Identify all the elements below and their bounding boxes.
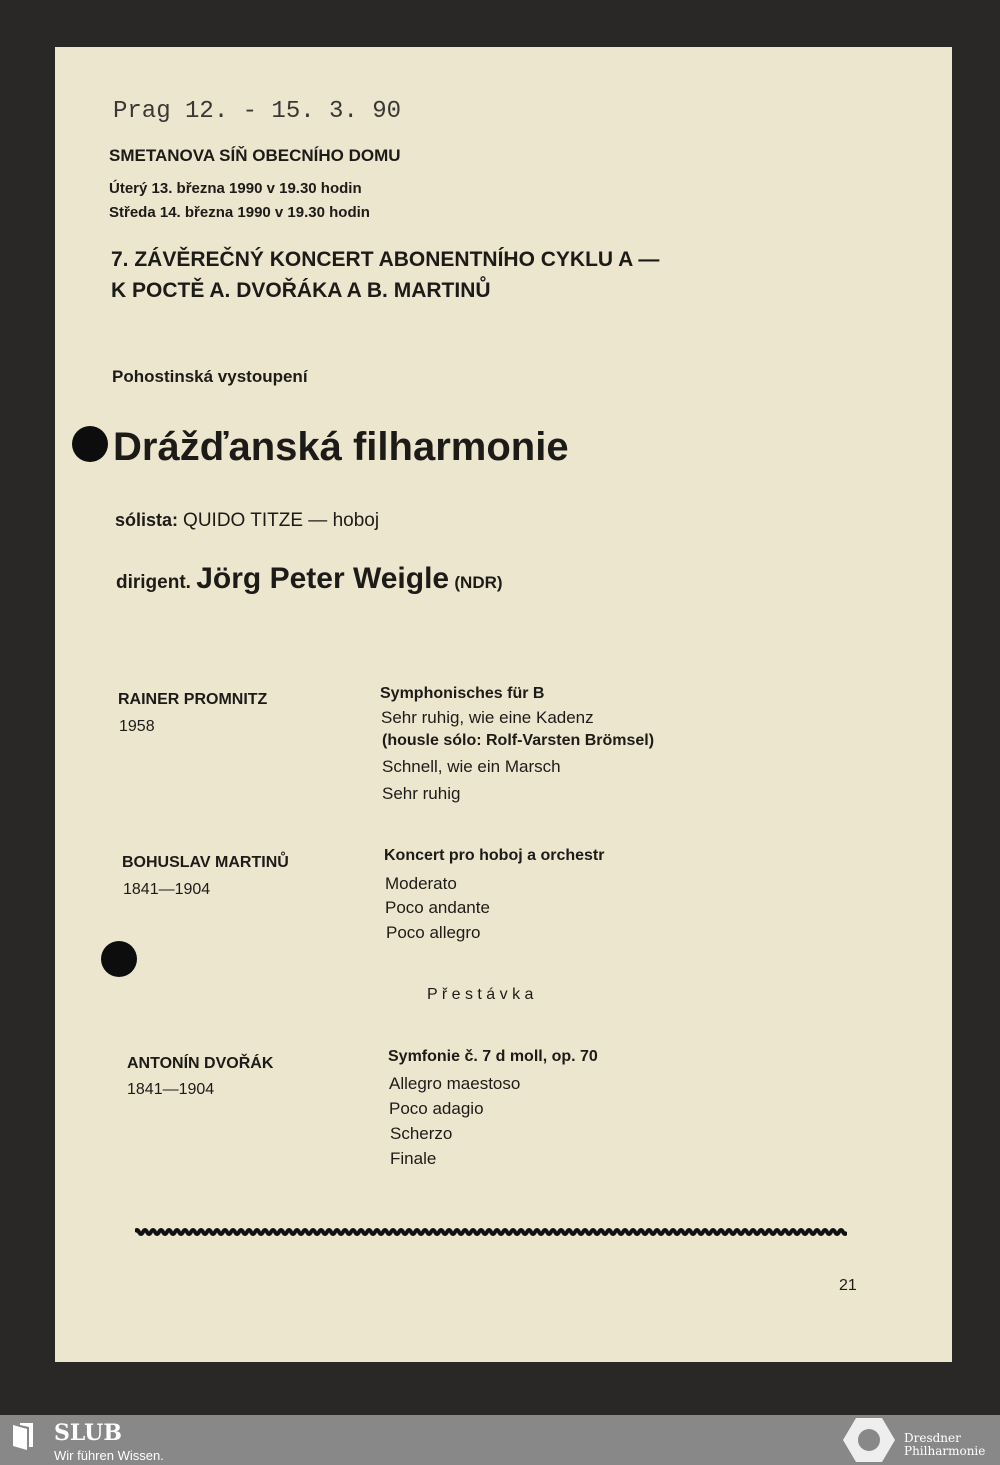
partner-name-2: Philharmonie [904,1444,986,1458]
conductor: Jörg Peter Weigle [196,562,450,595]
movement: Poco allegro [386,923,481,942]
slub-logo[interactable]: SLUB [54,1420,122,1446]
movement: Poco andante [385,898,490,917]
concert-title-2: K POCTĚ A. DVOŘÁKA A B. MARTINŮ [111,279,491,302]
venue: SMETANOVA SÍŇ OBECNÍHO DOMU [109,146,401,165]
work-title: Koncert pro hoboj a orchestr [384,847,605,864]
footer-bar [0,1415,1000,1465]
decorative-wave-divider [135,1226,847,1238]
movement: Allegro maestoso [389,1074,521,1093]
conductor-label: dirigent. [116,572,191,593]
movement: (housle sólo: Rolf-Varsten Brömsel) [382,732,655,749]
composer-years: 1841—1904 [123,881,211,898]
composer: RAINER PROMNITZ [118,691,268,708]
punch-hole [101,941,137,977]
date-1: Úterý 13. března 1990 v 19.30 hodin [109,180,362,197]
conductor-country: (NDR) [454,573,503,592]
orchestra-name: Drážďanská filharmonie [113,425,569,469]
work-title: Symfonie č. 7 d moll, op. 70 [388,1048,598,1065]
movement: Sehr ruhig, wie eine Kadenz [381,708,594,727]
movement: Poco adagio [389,1099,484,1118]
slub-tagline: Wir führen Wissen. [54,1448,164,1463]
philharmonie-logo-icon [842,1417,896,1463]
place-date: Prag 12. - 15. 3. 90 [113,98,402,125]
date-2: Středa 14. března 1990 v 19.30 hodin [109,204,370,221]
partner-name-1: Dresdner [904,1431,961,1445]
composer: BOHUSLAV MARTINŮ [122,854,289,871]
movement: Finale [390,1149,437,1168]
composer-years: 1841—1904 [127,1081,215,1098]
soloist-label: sólista: [115,510,179,530]
guest-label: Pohostinská vystoupení [112,367,308,386]
intermission: P ř e s t á v k a [427,986,534,1003]
movement: Sehr ruhig [382,784,461,803]
movement: Scherzo [390,1124,453,1143]
composer: ANTONÍN DVOŘÁK [127,1055,274,1072]
composer-years: 1958 [119,718,155,735]
book-icon [10,1421,40,1451]
punch-hole [72,426,108,462]
soloist: QUIDO TITZE — hoboj [183,510,380,531]
concert-title-1: 7. ZÁVĚREČNÝ KONCERT ABONENTNÍHO CYKLU A — [111,248,660,271]
movement: Schnell, wie ein Marsch [382,757,561,776]
page-number: 21 [839,1277,857,1294]
movement: Moderato [385,874,457,893]
work-title: Symphonisches für B [380,685,545,702]
